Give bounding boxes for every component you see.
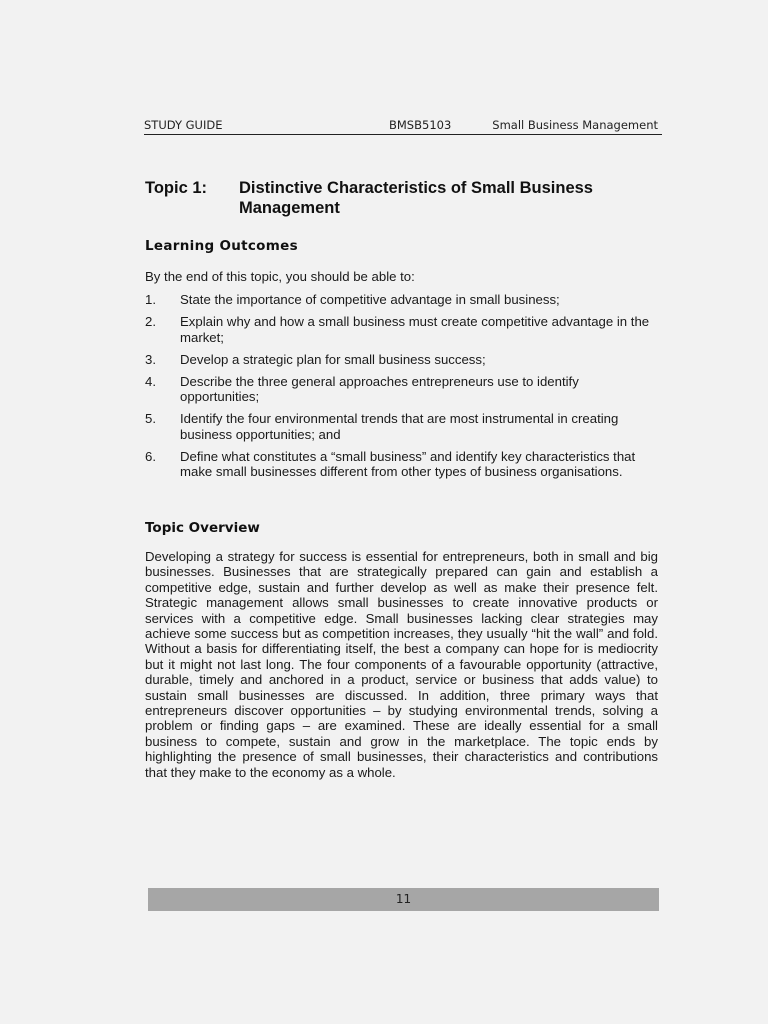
learning-outcomes-intro: By the end of this topic, you should be able to: (145, 269, 415, 284)
outcome-number: 4. (145, 373, 156, 389)
outcome-text: Explain why and how a small business must create competitive advantage in the market; (180, 314, 650, 345)
topic-title: Distinctive Characteristics of Small Business Management (239, 179, 593, 217)
topic-overview-heading: Topic Overview (145, 520, 260, 536)
outcome-text: State the importance of competitive advantage in small business; (180, 292, 560, 307)
outcome-number: 2. (145, 314, 156, 329)
outcome-item (145, 352, 660, 368)
outcome-item (145, 449, 660, 480)
outcome-number: 5. (145, 411, 156, 426)
outcome-text: Describe the three general approaches entrepreneurs use to identify opportunities; (180, 373, 579, 404)
outcome-text: Define what constitutes a “small business” and identify key characteristics that make small businesses different from other types of business organisations. (180, 448, 636, 479)
outcome-text: Develop a strategic plan for small business success; (180, 351, 486, 367)
topic-overview-paragraph: Developing a strategy for success is essential for entrepreneurs, both in small and big businesses. Businesses that are strategically prepared can gain and establish a competitive edge, sustain and further develop as well as make their presence felt. Strategic management allows small businesses to create innovative products or services with a competitive edge. Small businesses lacking clear strategies may achieve some success but as competition increases, they usually “hit the wall” and fold. Without a basis for differentiating itself, the best a company can hope for is mediocrity but it might not last long. The four components of a favourable opportunity (attractive, durable, timely and anchored in a product, service or business that adds value) to sustain small businesses are discussed. In addition, three primary ways that entrepreneurs discover opportunities – by studying environmental trends, solving a problem or finding gaps – are examined. These are ideally essential for a small business to compete, sustain and grow in the marketplace. The topic ends by highlighting the presence of small businesses, their characteristics and contributions that they make to the economy as a whole. (145, 549, 658, 780)
outcome-item (145, 292, 660, 308)
header-study-guide: STUDY GUIDE (144, 118, 223, 132)
header-course-code: BMSB5103 (389, 118, 452, 132)
topic-label: Topic 1: (145, 179, 208, 197)
outcome-item (145, 374, 660, 405)
outcome-item (145, 314, 660, 345)
outcome-number: 3. (145, 351, 156, 367)
outcome-text: Identify the four environmental trends that are most instrumental in creating business opportunities; and (180, 411, 619, 442)
outcome-number: 6. (145, 448, 156, 464)
outcome-number: 1. (145, 292, 156, 307)
learning-outcomes-heading: Learning Outcomes (145, 238, 298, 254)
header-course-title: Small Business Management (492, 118, 658, 132)
learning-outcomes-list (145, 292, 660, 486)
outcome-item (145, 411, 660, 442)
page-footer-bar (148, 888, 659, 911)
running-header (144, 118, 662, 135)
page-number: 11 (395, 892, 412, 906)
